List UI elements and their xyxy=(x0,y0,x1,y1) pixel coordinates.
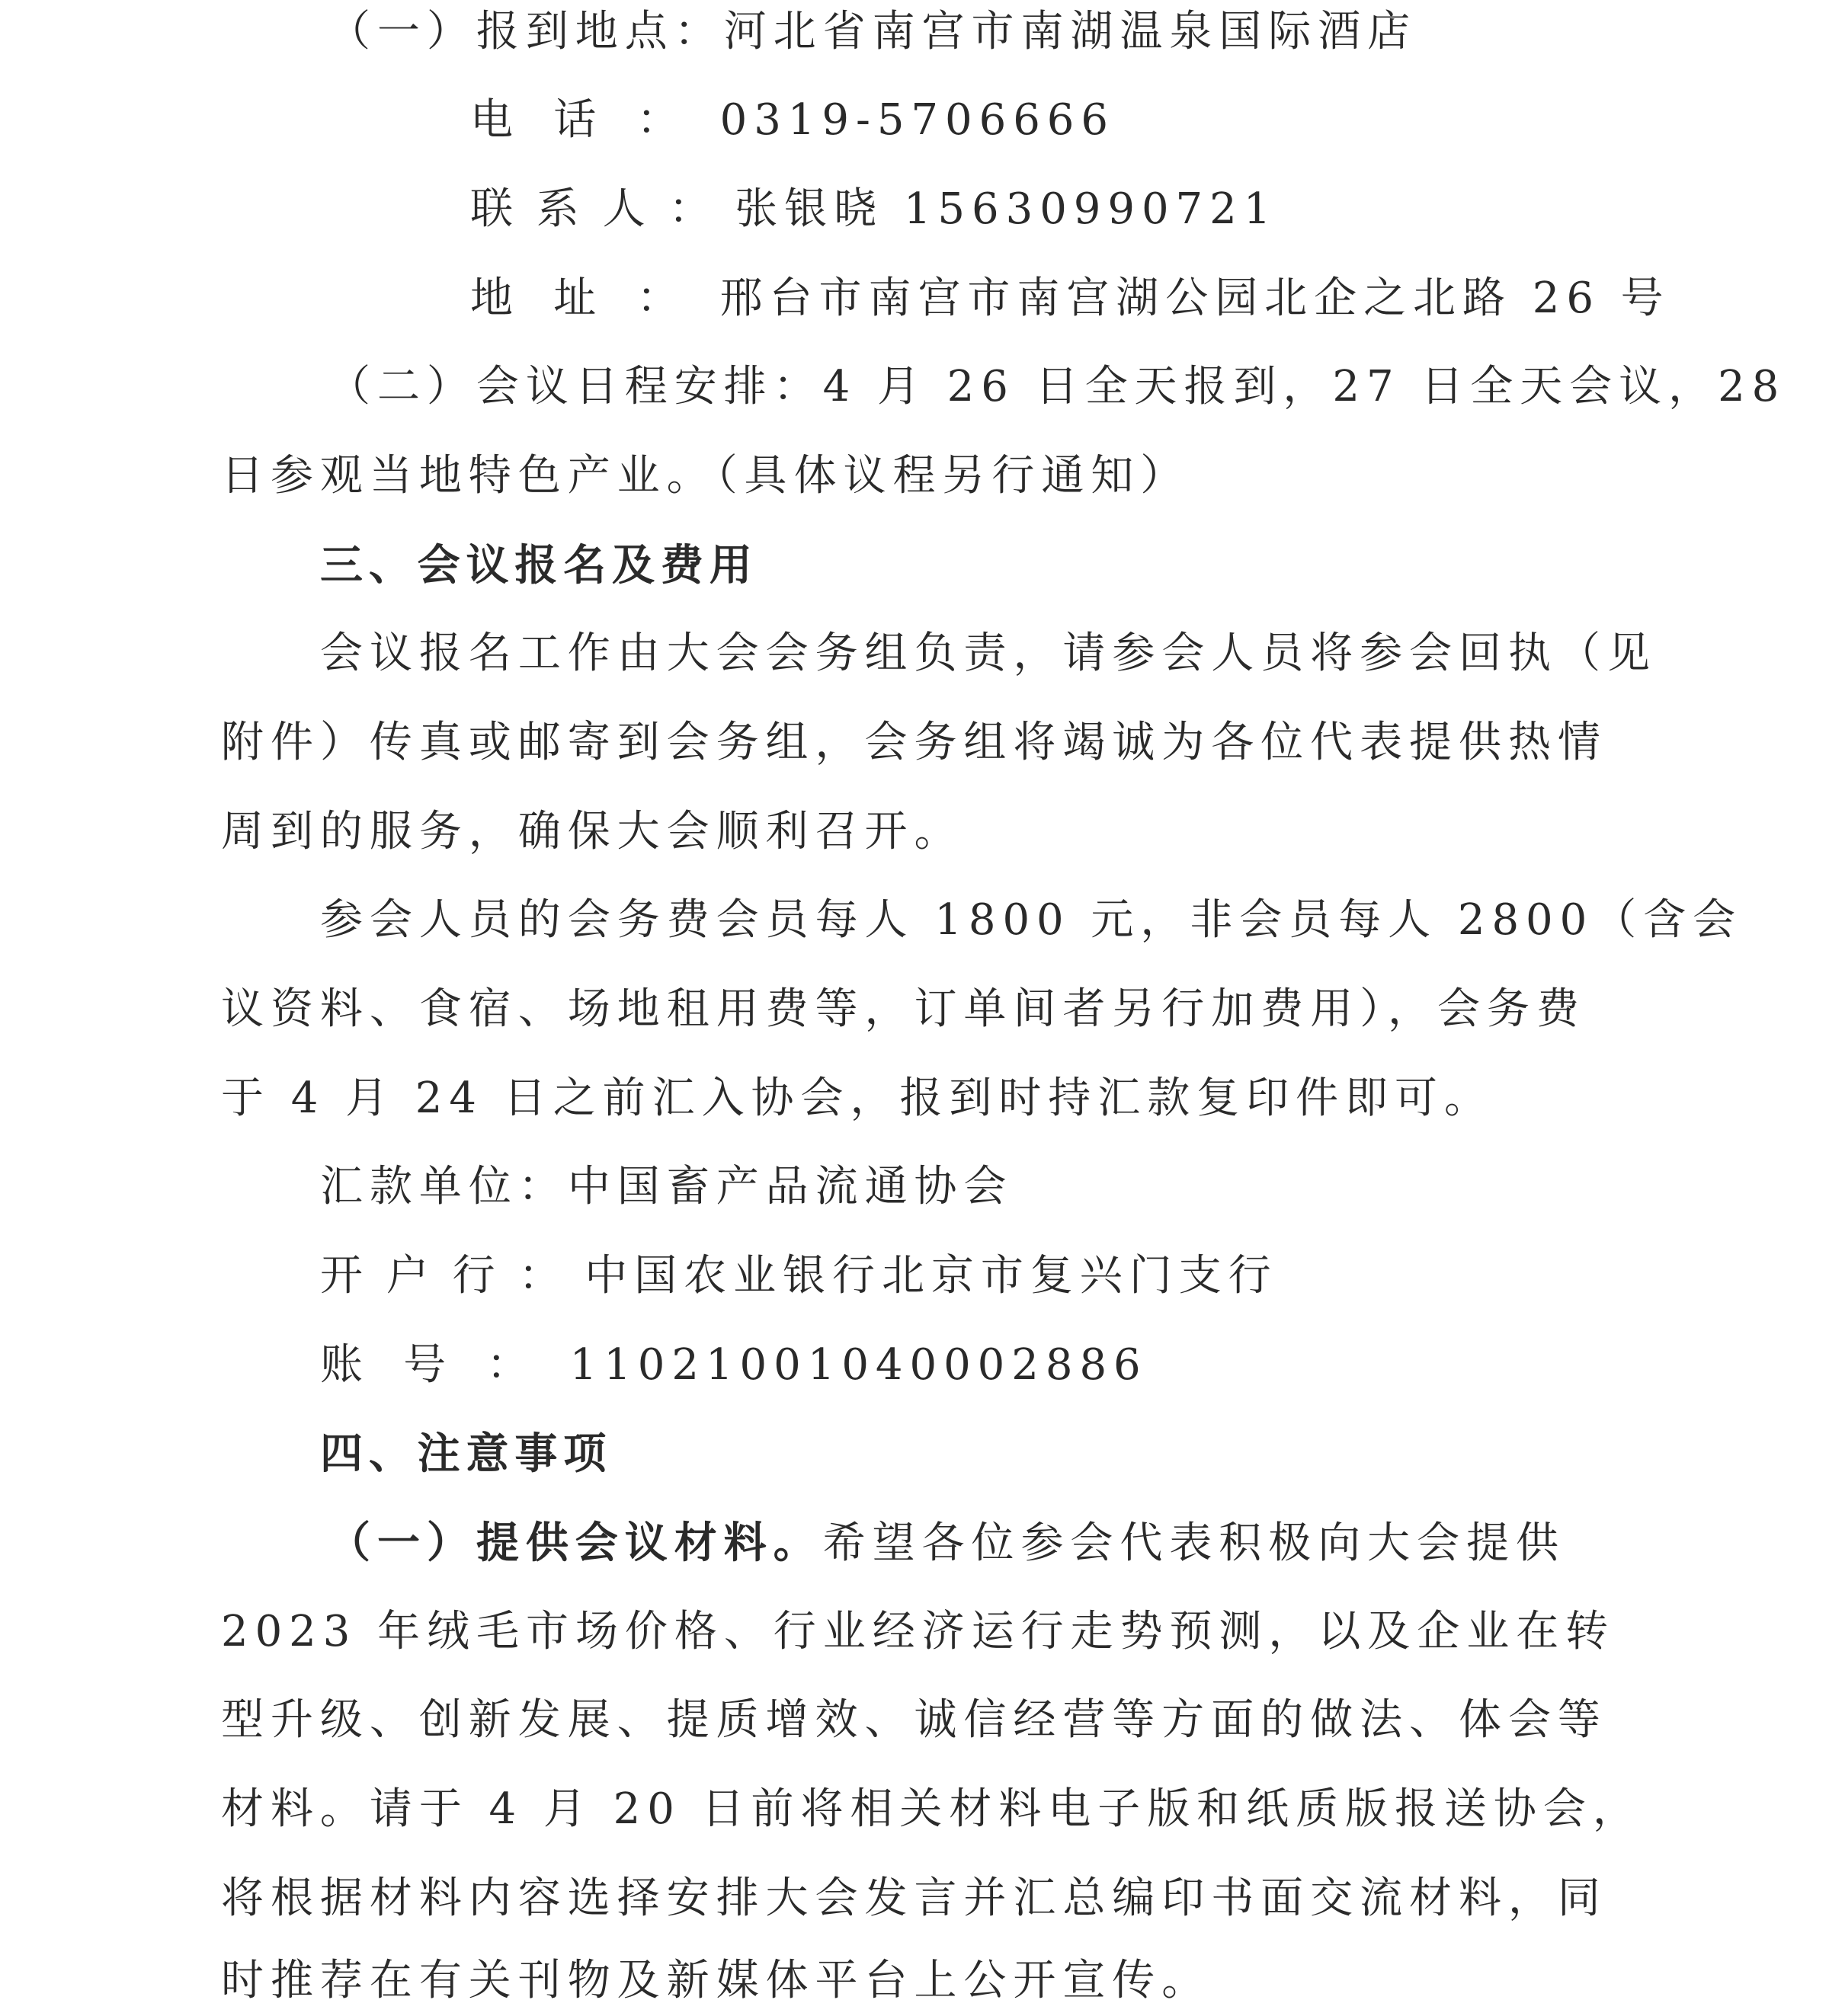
contact-value: 张银晓 15630990721 xyxy=(735,184,1278,234)
section-3-p2-line-1: 参会人员的会务费会员每人 1800 元，非会员每人 2800（含会 xyxy=(320,895,1743,945)
venue-label: （一）报到地点： xyxy=(328,7,724,56)
section-4-item-1-line-6: 时推荐在有关刊物及新媒体平台上公开宣传。 xyxy=(221,1956,1212,2005)
account-label: 账号： xyxy=(320,1340,570,1390)
phone-label: 电话： xyxy=(470,95,720,145)
venue-line xyxy=(328,2,1417,62)
address-line xyxy=(470,268,1670,329)
item-1-text: 希望各位参会代表积极向大会提供 xyxy=(822,1518,1566,1568)
section-3-p1-line-2: 附件）传真或邮寄到会务组，会务组将竭诚为各位代表提供热情 xyxy=(221,718,1607,767)
section-3-p1-line-3: 周到的服务，确保大会顺利召开。 xyxy=(221,807,964,856)
bank-label: 开户行： xyxy=(320,1251,585,1301)
section-3-p2-line-2: 议资料、食宿、场地租用费等，订单间者另行加费用），会务费 xyxy=(221,984,1586,1034)
section-4-heading: 四、注意事项 xyxy=(320,1429,613,1479)
item-1-title: （一）提供会议材料。 xyxy=(328,1518,823,1568)
payee-value: 中国畜产品流通协会 xyxy=(567,1162,1014,1211)
phone-line xyxy=(470,90,1115,151)
section-4-item-1-line-3: 型升级、创新发展、提质增效、诚信经营等方面的做法、体会等 xyxy=(221,1695,1607,1745)
bank-value: 中国农业银行北京市复兴门支行 xyxy=(585,1251,1278,1301)
account-value: 11021001040002886 xyxy=(569,1340,1148,1390)
bank-line xyxy=(320,1246,1278,1307)
section-3-p2-line-3: 于 4 月 24 日之前汇入协会，报到时持汇款复印件即可。 xyxy=(221,1074,1494,1123)
section-4-item-1-line-2: 2023 年绒毛市场价格、行业经济运行走势预测，以及企业在转 xyxy=(221,1607,1616,1656)
schedule-line-2: 日参观当地特色产业。（具体议程另行通知） xyxy=(221,451,1190,501)
phone-value: 0319-5706666 xyxy=(719,95,1115,145)
address-label: 地址： xyxy=(470,274,720,323)
section-3-p1-line-1: 会议报名工作由大会会务组负责，请参会人员将参会回执（见 xyxy=(320,629,1657,678)
venue-value: 河北省南宫市南湖温泉国际酒店 xyxy=(723,7,1417,56)
contact-label: 联系人： xyxy=(470,184,735,234)
contact-line xyxy=(470,179,1277,240)
address-value: 邢台市南宫市南宫湖公园北企之北路 26 号 xyxy=(719,274,1670,323)
section-4-item-1-line-5: 将根据材料内容选择安排大会发言并汇总编印书面交流材料，同 xyxy=(221,1874,1607,1923)
section-4-item-1-line-4: 材料。请于 4 月 20 日前将相关材料电子版和纸质版报送协会， xyxy=(221,1784,1642,1834)
account-line xyxy=(320,1335,1148,1396)
section-3-heading: 三、会议报名及费用 xyxy=(320,540,758,590)
payee-line xyxy=(320,1157,1013,1218)
schedule-line-1: （二）会议日程安排：4 月 26 日全天报到，27 日全天会议，28 xyxy=(328,362,1786,411)
payee-label: 汇款单位： xyxy=(320,1162,568,1211)
section-4-item-1-line-1 xyxy=(328,1512,1565,1574)
